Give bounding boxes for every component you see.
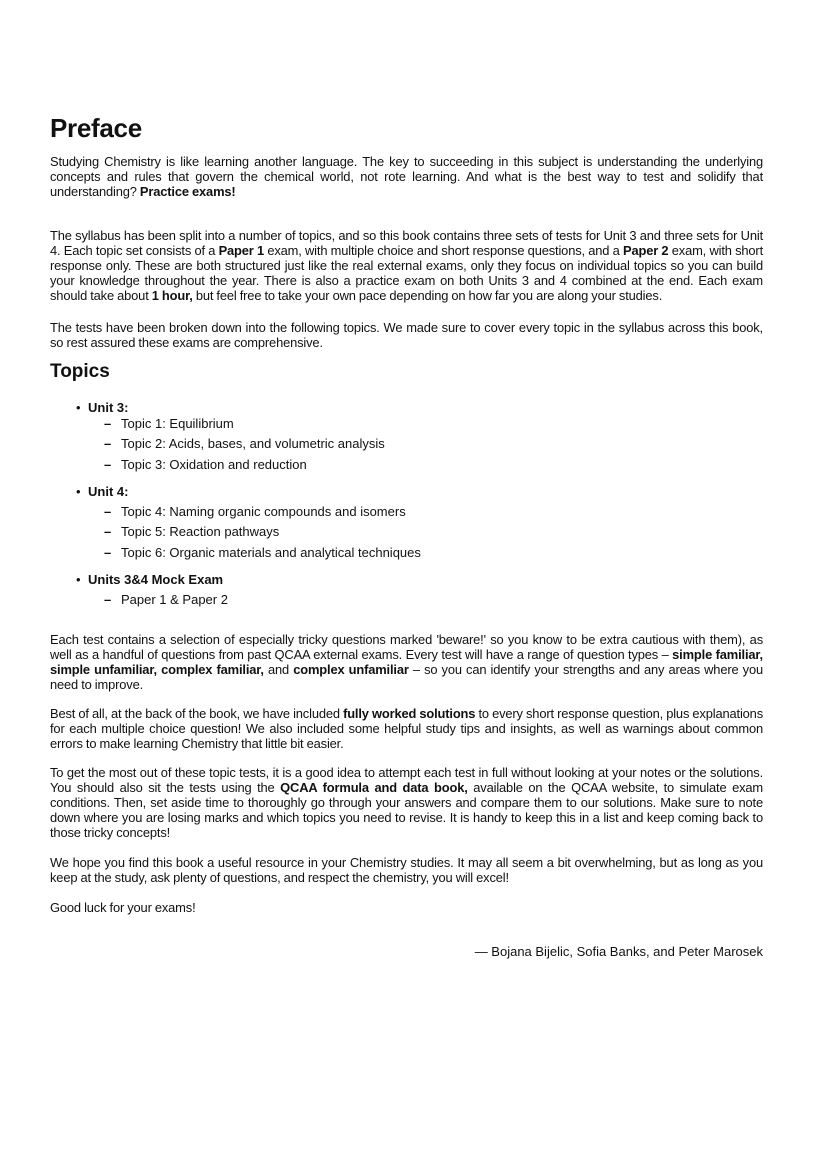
topic-item [104, 416, 234, 432]
bullet-icon: • [76, 572, 81, 587]
intro-emphasis: Practice exams! [139, 183, 236, 199]
solutions-paragraph [50, 707, 763, 752]
intro-text: Studying Chemistry is like learning another language. The key to succeeding in this subject is understanding the underlying concepts and rules that govern the chemical world, not rote learning. And what is the best way to test and solidify that understanding? [50, 154, 763, 199]
dash-icon: – [104, 524, 112, 539]
tricky-questions-paragraph [50, 633, 763, 693]
tricky-text-2: and [263, 661, 294, 677]
paper-1-emphasis: Paper 1 [218, 242, 265, 258]
page-title: Preface [50, 113, 142, 143]
topic-item [104, 545, 421, 561]
unit-label: Unit 3: [88, 400, 129, 415]
bullet-icon: • [76, 400, 81, 415]
breakdown-text: The tests have been broken down into the following topics. We made sure to cover every topic in the syllabus across this book, so rest assured these exams are comprehensive. [50, 320, 763, 350]
advice-paragraph [50, 766, 763, 841]
question-types-emphasis: simple familiar, simple unfamiliar, complex familiar, [50, 646, 763, 677]
topic-item [104, 436, 385, 452]
hope-text: We hope you find this book a useful resource in your Chemistry studies. It may all seem a bit overwhelming, but as long as you keep at the study, ask plenty of questions, and respect the chemistry, you will excel! [50, 855, 763, 885]
complex-unfamiliar-emphasis: complex unfamiliar [293, 661, 409, 677]
solutions-text-1: Best of all, at the back of the book, we have included [50, 706, 344, 721]
advice-text-2: available on the QCAA website, to simulate exam conditions. Then, set aside time to thoroughly go through your answers and compare them to our solutions. Make sure to note down where you are losing marks and which topics you need to revise. It is handy to keep this in a list and keep coming back to those tricky concepts! [50, 779, 763, 840]
syllabus-paragraph [50, 229, 763, 304]
intro-paragraph [50, 155, 763, 200]
author-signature: — Bojana Bijelic, Sofia Banks, and Peter Marosek [474, 944, 763, 959]
topics-heading: Topics [50, 361, 110, 382]
good-luck-paragraph [50, 901, 763, 916]
syllabus-text-4: but feel free to take your own pace depending on how far you are along your studies. [192, 287, 663, 303]
duration-emphasis: 1 hour, [151, 287, 193, 303]
topic-label: Topic 4: Naming organic compounds and isomers [121, 504, 406, 519]
topic-label: Paper 1 & Paper 2 [121, 592, 228, 607]
unit-label: Units 3&4 Mock Exam [88, 572, 224, 587]
data-book-emphasis: QCAA formula and data book, [280, 779, 468, 795]
unit-label: Unit 4: [88, 484, 129, 499]
dash-icon: – [104, 457, 112, 472]
syllabus-text-2: exam, with multiple choice and short response questions, and a [264, 242, 623, 258]
topic-label: Topic 6: Organic materials and analytical techniques [121, 545, 421, 560]
topic-label: Topic 2: Acids, bases, and volumetric analysis [121, 436, 385, 451]
dash-icon: – [104, 436, 112, 451]
syllabus-text-3: exam, with short response only. These are both structured just like the real external exams, only they focus on individual topics so you can build your knowledge throughout the year. There is also a practice exam on both Units 3 and 4 combined at the end. Each exam should take about [50, 242, 764, 303]
advice-text-1: To get the most out of these topic tests, it is a good idea to attempt each test in full without looking at your notes or the solutions. You should also sit the tests using the [50, 765, 763, 795]
worked-solutions-emphasis: fully worked solutions [343, 706, 476, 721]
topic-label: Topic 1: Equilibrium [121, 416, 234, 431]
topic-label: Topic 5: Reaction pathways [121, 524, 280, 539]
dash-icon: – [104, 416, 112, 431]
tricky-text-3: – so you can identify your strengths and any areas where you need to improve. [50, 661, 764, 692]
good-luck-text: Good luck for your exams! [50, 900, 196, 915]
mock-exam-item [76, 572, 223, 588]
dash-icon: – [104, 592, 112, 607]
unit-4-item [76, 484, 128, 500]
dash-icon: – [104, 504, 112, 519]
topic-item [104, 504, 406, 520]
breakdown-paragraph [50, 321, 763, 351]
dash-icon: – [104, 545, 112, 560]
tricky-text-1: Each test contains a selection of especially tricky questions marked 'beware!' so you know to be extra cautious with them), as well as a handful of questions from past QCAA external exams. Every test will have a range of question types – [50, 632, 763, 662]
syllabus-text-1: The syllabus has been split into a number of topics, and so this book contains three sets of tests for Unit 3 and three sets for Unit 4. Each topic set consists of a [50, 228, 763, 258]
topic-label: Topic 3: Oxidation and reduction [121, 457, 307, 472]
bullet-icon: • [76, 484, 81, 499]
solutions-text-2: to every short response question, plus explanations for each multiple choice question! We also included some helpful study tips and insights, as well as warnings about common errors to make learning Chemistry that little bit easier. [50, 706, 763, 751]
paper-2-emphasis: Paper 2 [623, 242, 669, 258]
topic-item [104, 592, 228, 608]
unit-3-item [76, 400, 128, 416]
hope-paragraph [50, 856, 763, 886]
topic-item [104, 457, 307, 473]
topic-item [104, 524, 279, 540]
